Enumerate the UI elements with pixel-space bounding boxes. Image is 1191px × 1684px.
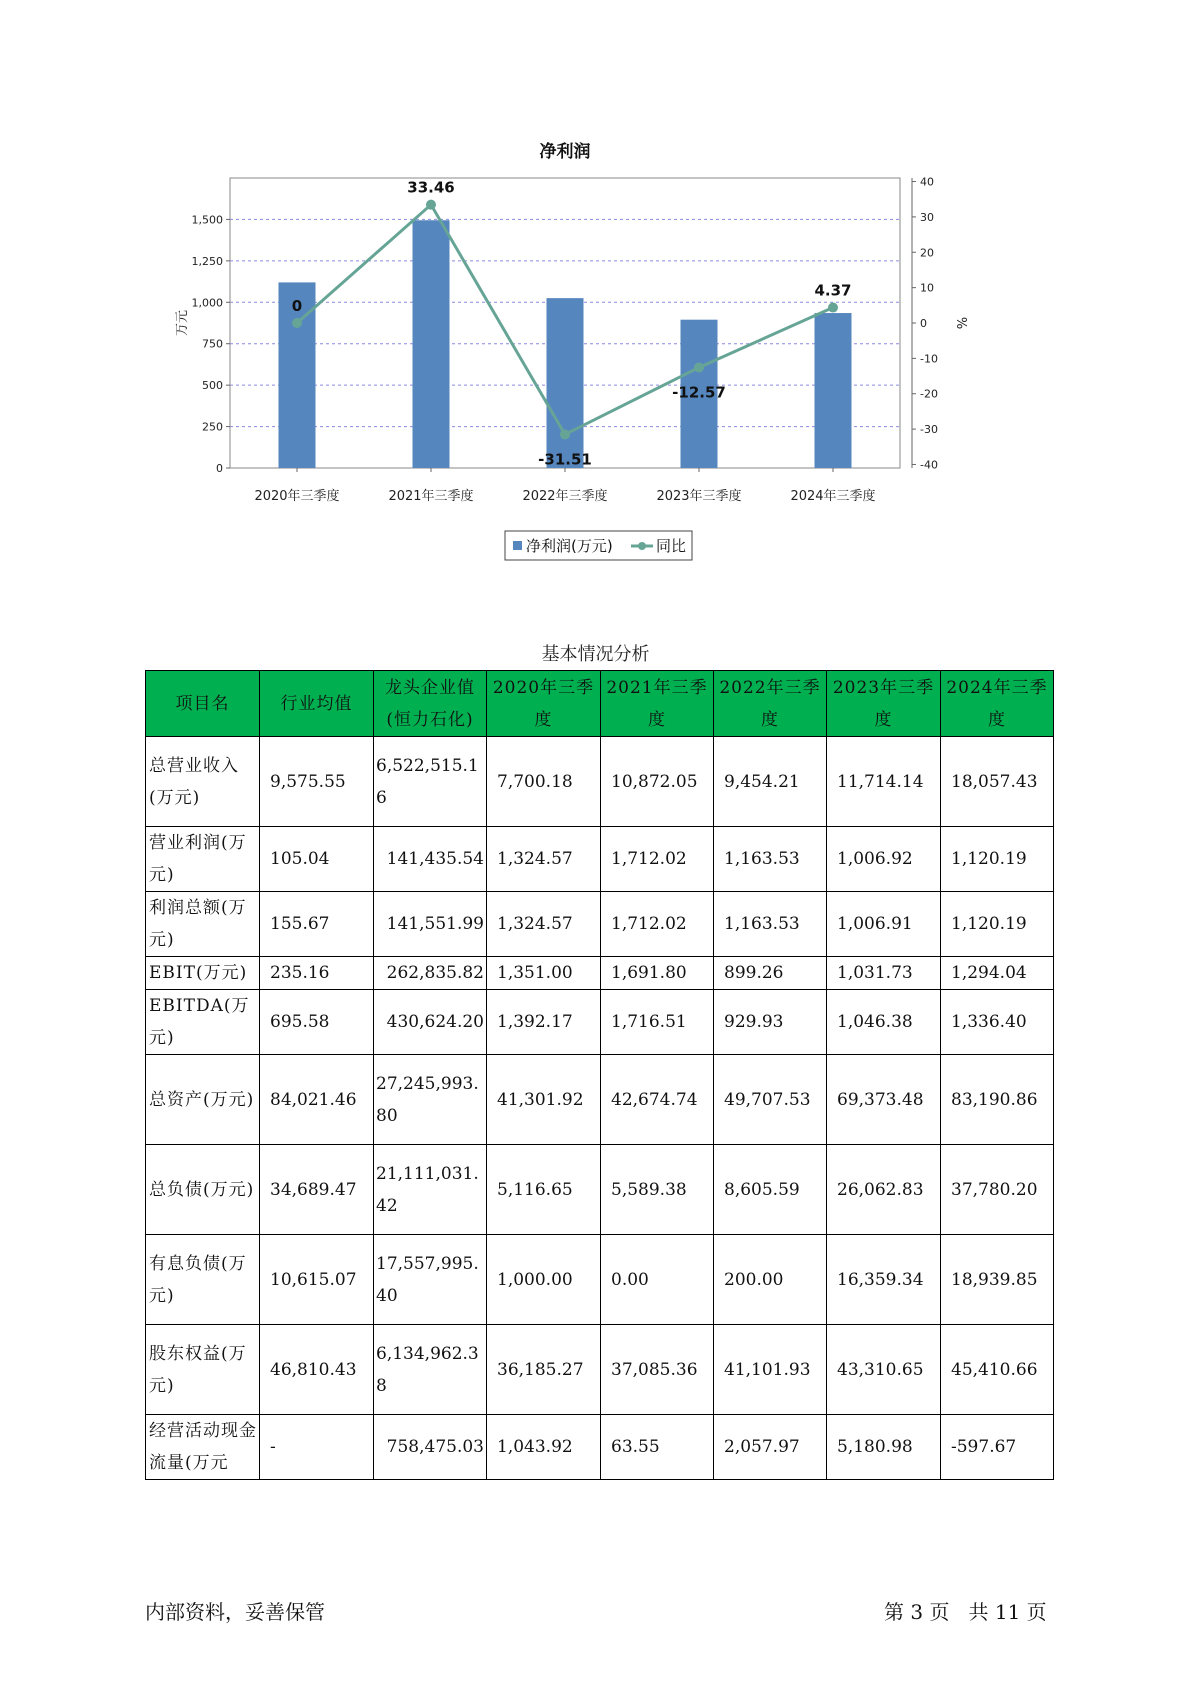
value-cell: 1,046.38	[827, 990, 941, 1055]
value-cell: 141,551.99	[374, 892, 487, 957]
value-cell: 262,835.82	[374, 957, 487, 990]
value-cell: 43,310.65	[827, 1325, 941, 1415]
y2-tick-label: 40	[920, 175, 934, 189]
value-cell: 5,589.38	[601, 1145, 714, 1235]
data-label-yoy: 33.46	[407, 178, 455, 197]
value-cell: 9,575.55	[260, 737, 374, 827]
x-tick-label: 2021年三季度	[388, 489, 474, 504]
value-cell: 1,163.53	[714, 827, 827, 892]
value-cell: 5,116.65	[487, 1145, 601, 1235]
y2-tick-label: -30	[920, 423, 938, 437]
row-label-cell: 营业利润(万元)	[146, 827, 260, 892]
legend-label-bar: 净利润(万元)	[526, 537, 613, 555]
y2-tick-label: 10	[920, 281, 934, 295]
value-cell: 9,454.21	[714, 737, 827, 827]
value-cell: 10,872.05	[601, 737, 714, 827]
value-cell: 10,615.07	[260, 1235, 374, 1325]
value-cell: 49,707.53	[714, 1055, 827, 1145]
table-header-cell: 龙头企业值(恒力石化)	[374, 671, 487, 737]
value-cell: 18,939.85	[941, 1235, 1054, 1325]
value-cell: 42,674.74	[601, 1055, 714, 1145]
value-cell: 1,000.00	[487, 1235, 601, 1325]
value-cell: 18,057.43	[941, 737, 1054, 827]
table-row	[146, 990, 1054, 1055]
value-cell: 36,185.27	[487, 1325, 601, 1415]
table-row	[146, 1055, 1054, 1145]
row-label-cell: 有息负债(万元)	[146, 1235, 260, 1325]
x-tick-label: 2024年三季度	[790, 489, 876, 504]
value-cell: 41,301.92	[487, 1055, 601, 1145]
value-cell: 0.00	[601, 1235, 714, 1325]
value-cell: 37,780.20	[941, 1145, 1054, 1235]
y-tick-label: 500	[202, 379, 223, 393]
value-cell: 5,180.98	[827, 1415, 941, 1480]
value-cell: 1,120.19	[941, 827, 1054, 892]
value-cell: 1,120.19	[941, 892, 1054, 957]
value-cell: 27,245,993.80	[374, 1055, 487, 1145]
y-tick-label: 750	[202, 337, 223, 351]
table-row	[146, 1235, 1054, 1325]
table-body	[146, 737, 1054, 1480]
row-label-cell: 总资产(万元)	[146, 1055, 260, 1145]
y2-tick-label: -10	[920, 352, 938, 366]
legend-swatch-point	[638, 542, 646, 550]
row-label-cell: 经营活动现金流量(万元	[146, 1415, 260, 1480]
value-cell: 430,624.20	[374, 990, 487, 1055]
value-cell: 46,810.43	[260, 1325, 374, 1415]
value-cell: 1,691.80	[601, 957, 714, 990]
value-cell: 69,373.48	[827, 1055, 941, 1145]
data-label-yoy: 4.37	[814, 281, 852, 300]
value-cell: 1,392.17	[487, 990, 601, 1055]
table-row	[146, 737, 1054, 827]
table-header-cell: 2022年三季度	[714, 671, 827, 737]
y-tick-label: 1,250	[191, 254, 223, 268]
data-label-yoy: -31.51	[538, 450, 592, 469]
legend-label-line: 同比	[656, 537, 687, 555]
y-tick-label: 1,000	[191, 296, 223, 310]
row-label-cell: 总负债(万元)	[146, 1145, 260, 1235]
value-cell: 63.55	[601, 1415, 714, 1480]
y-tick-label: 250	[202, 420, 223, 434]
value-cell: 8,605.59	[714, 1145, 827, 1235]
value-cell: 1,712.02	[601, 827, 714, 892]
value-cell: 21,111,031.42	[374, 1145, 487, 1235]
value-cell: 1,336.40	[941, 990, 1054, 1055]
value-cell: 141,435.54	[374, 827, 487, 892]
footer-confidential-note: 内部资料，妥善保管	[145, 1600, 325, 1624]
value-cell: 1,163.53	[714, 892, 827, 957]
basic-analysis-table	[145, 670, 1054, 1480]
value-cell: 200.00	[714, 1235, 827, 1325]
value-cell: 41,101.93	[714, 1325, 827, 1415]
data-label-yoy: 0	[291, 297, 303, 315]
y2-tick-label: 20	[920, 246, 934, 260]
table-row	[146, 827, 1054, 892]
value-cell: 83,190.86	[941, 1055, 1054, 1145]
row-label-cell: EBITDA(万元)	[146, 990, 260, 1055]
x-tick-label: 2020年三季度	[254, 489, 340, 504]
y-tick-label: 0	[216, 462, 223, 475]
x-tick-label: 2023年三季度	[656, 489, 742, 504]
footer-page-number: 第 3 页 共 11 页	[884, 1600, 1047, 1624]
value-cell: 1,324.57	[487, 827, 601, 892]
table-row	[146, 1415, 1054, 1480]
value-cell: 45,410.66	[941, 1325, 1054, 1415]
value-cell: 758,475.03	[374, 1415, 487, 1480]
value-cell: -	[260, 1415, 374, 1480]
value-cell: 11,714.14	[827, 737, 941, 827]
net-profit-chart-svg	[175, 135, 1020, 595]
table-row	[146, 957, 1054, 990]
value-cell: 1,031.73	[827, 957, 941, 990]
value-cell: 929.93	[714, 990, 827, 1055]
point-yoy	[292, 318, 302, 328]
table-row	[146, 1325, 1054, 1415]
point-yoy	[694, 362, 704, 372]
value-cell: 235.16	[260, 957, 374, 990]
point-yoy	[426, 200, 436, 210]
value-cell: 1,324.57	[487, 892, 601, 957]
value-cell: 6,134,962.38	[374, 1325, 487, 1415]
table-header-cell: 行业均值	[260, 671, 374, 737]
value-cell: 37,085.36	[601, 1325, 714, 1415]
table-header-cell: 2024年三季度	[941, 671, 1054, 737]
table-header-cell: 2021年三季度	[601, 671, 714, 737]
value-cell: 1,351.00	[487, 957, 601, 990]
point-yoy	[828, 303, 838, 313]
value-cell: 695.58	[260, 990, 374, 1055]
y2-tick-label: 30	[920, 210, 934, 224]
value-cell: 34,689.47	[260, 1145, 374, 1235]
bar-net-profit	[413, 220, 450, 468]
value-cell: 105.04	[260, 827, 374, 892]
table-row	[146, 1145, 1054, 1235]
value-cell: 155.67	[260, 892, 374, 957]
row-label-cell: EBIT(万元)	[146, 957, 260, 990]
bar-net-profit	[815, 313, 852, 468]
value-cell: 7,700.18	[487, 737, 601, 827]
table-caption: 基本情况分析	[541, 644, 650, 665]
y-axis-label: 万元	[175, 309, 190, 337]
row-label-cell: 总营业收入(万元)	[146, 737, 260, 827]
net-profit-chart	[175, 135, 1020, 595]
y2-tick-label: -40	[920, 458, 938, 472]
value-cell: 26,062.83	[827, 1145, 941, 1235]
value-cell: 1,294.04	[941, 957, 1054, 990]
y2-axis-label: %	[953, 316, 968, 330]
value-cell: 2,057.97	[714, 1415, 827, 1480]
table-header-cell: 项目名	[146, 671, 260, 737]
point-yoy	[560, 429, 570, 439]
value-cell: 899.26	[714, 957, 827, 990]
value-cell: 84,021.46	[260, 1055, 374, 1145]
value-cell: 1,712.02	[601, 892, 714, 957]
chart-title: 净利润	[539, 142, 591, 162]
bar-net-profit	[547, 298, 584, 468]
legend-swatch-bar	[513, 541, 522, 550]
y-tick-label: 1,500	[191, 213, 223, 227]
value-cell: -597.67	[941, 1415, 1054, 1480]
y2-tick-label: 0	[920, 317, 927, 330]
table-header-cell: 2020年三季度	[487, 671, 601, 737]
row-label-cell: 利润总额(万元)	[146, 892, 260, 957]
value-cell: 1,716.51	[601, 990, 714, 1055]
table-header-cell: 2023年三季度	[827, 671, 941, 737]
value-cell: 6,522,515.16	[374, 737, 487, 827]
y2-tick-label: -20	[920, 387, 938, 401]
row-label-cell: 股东权益(万元)	[146, 1325, 260, 1415]
value-cell: 17,557,995.40	[374, 1235, 487, 1325]
data-label-yoy: -12.57	[672, 383, 726, 402]
value-cell: 16,359.34	[827, 1235, 941, 1325]
table-header-row	[146, 671, 1054, 737]
x-tick-label: 2022年三季度	[522, 489, 608, 504]
table-row	[146, 892, 1054, 957]
value-cell: 1,006.91	[827, 892, 941, 957]
value-cell: 1,006.92	[827, 827, 941, 892]
value-cell: 1,043.92	[487, 1415, 601, 1480]
